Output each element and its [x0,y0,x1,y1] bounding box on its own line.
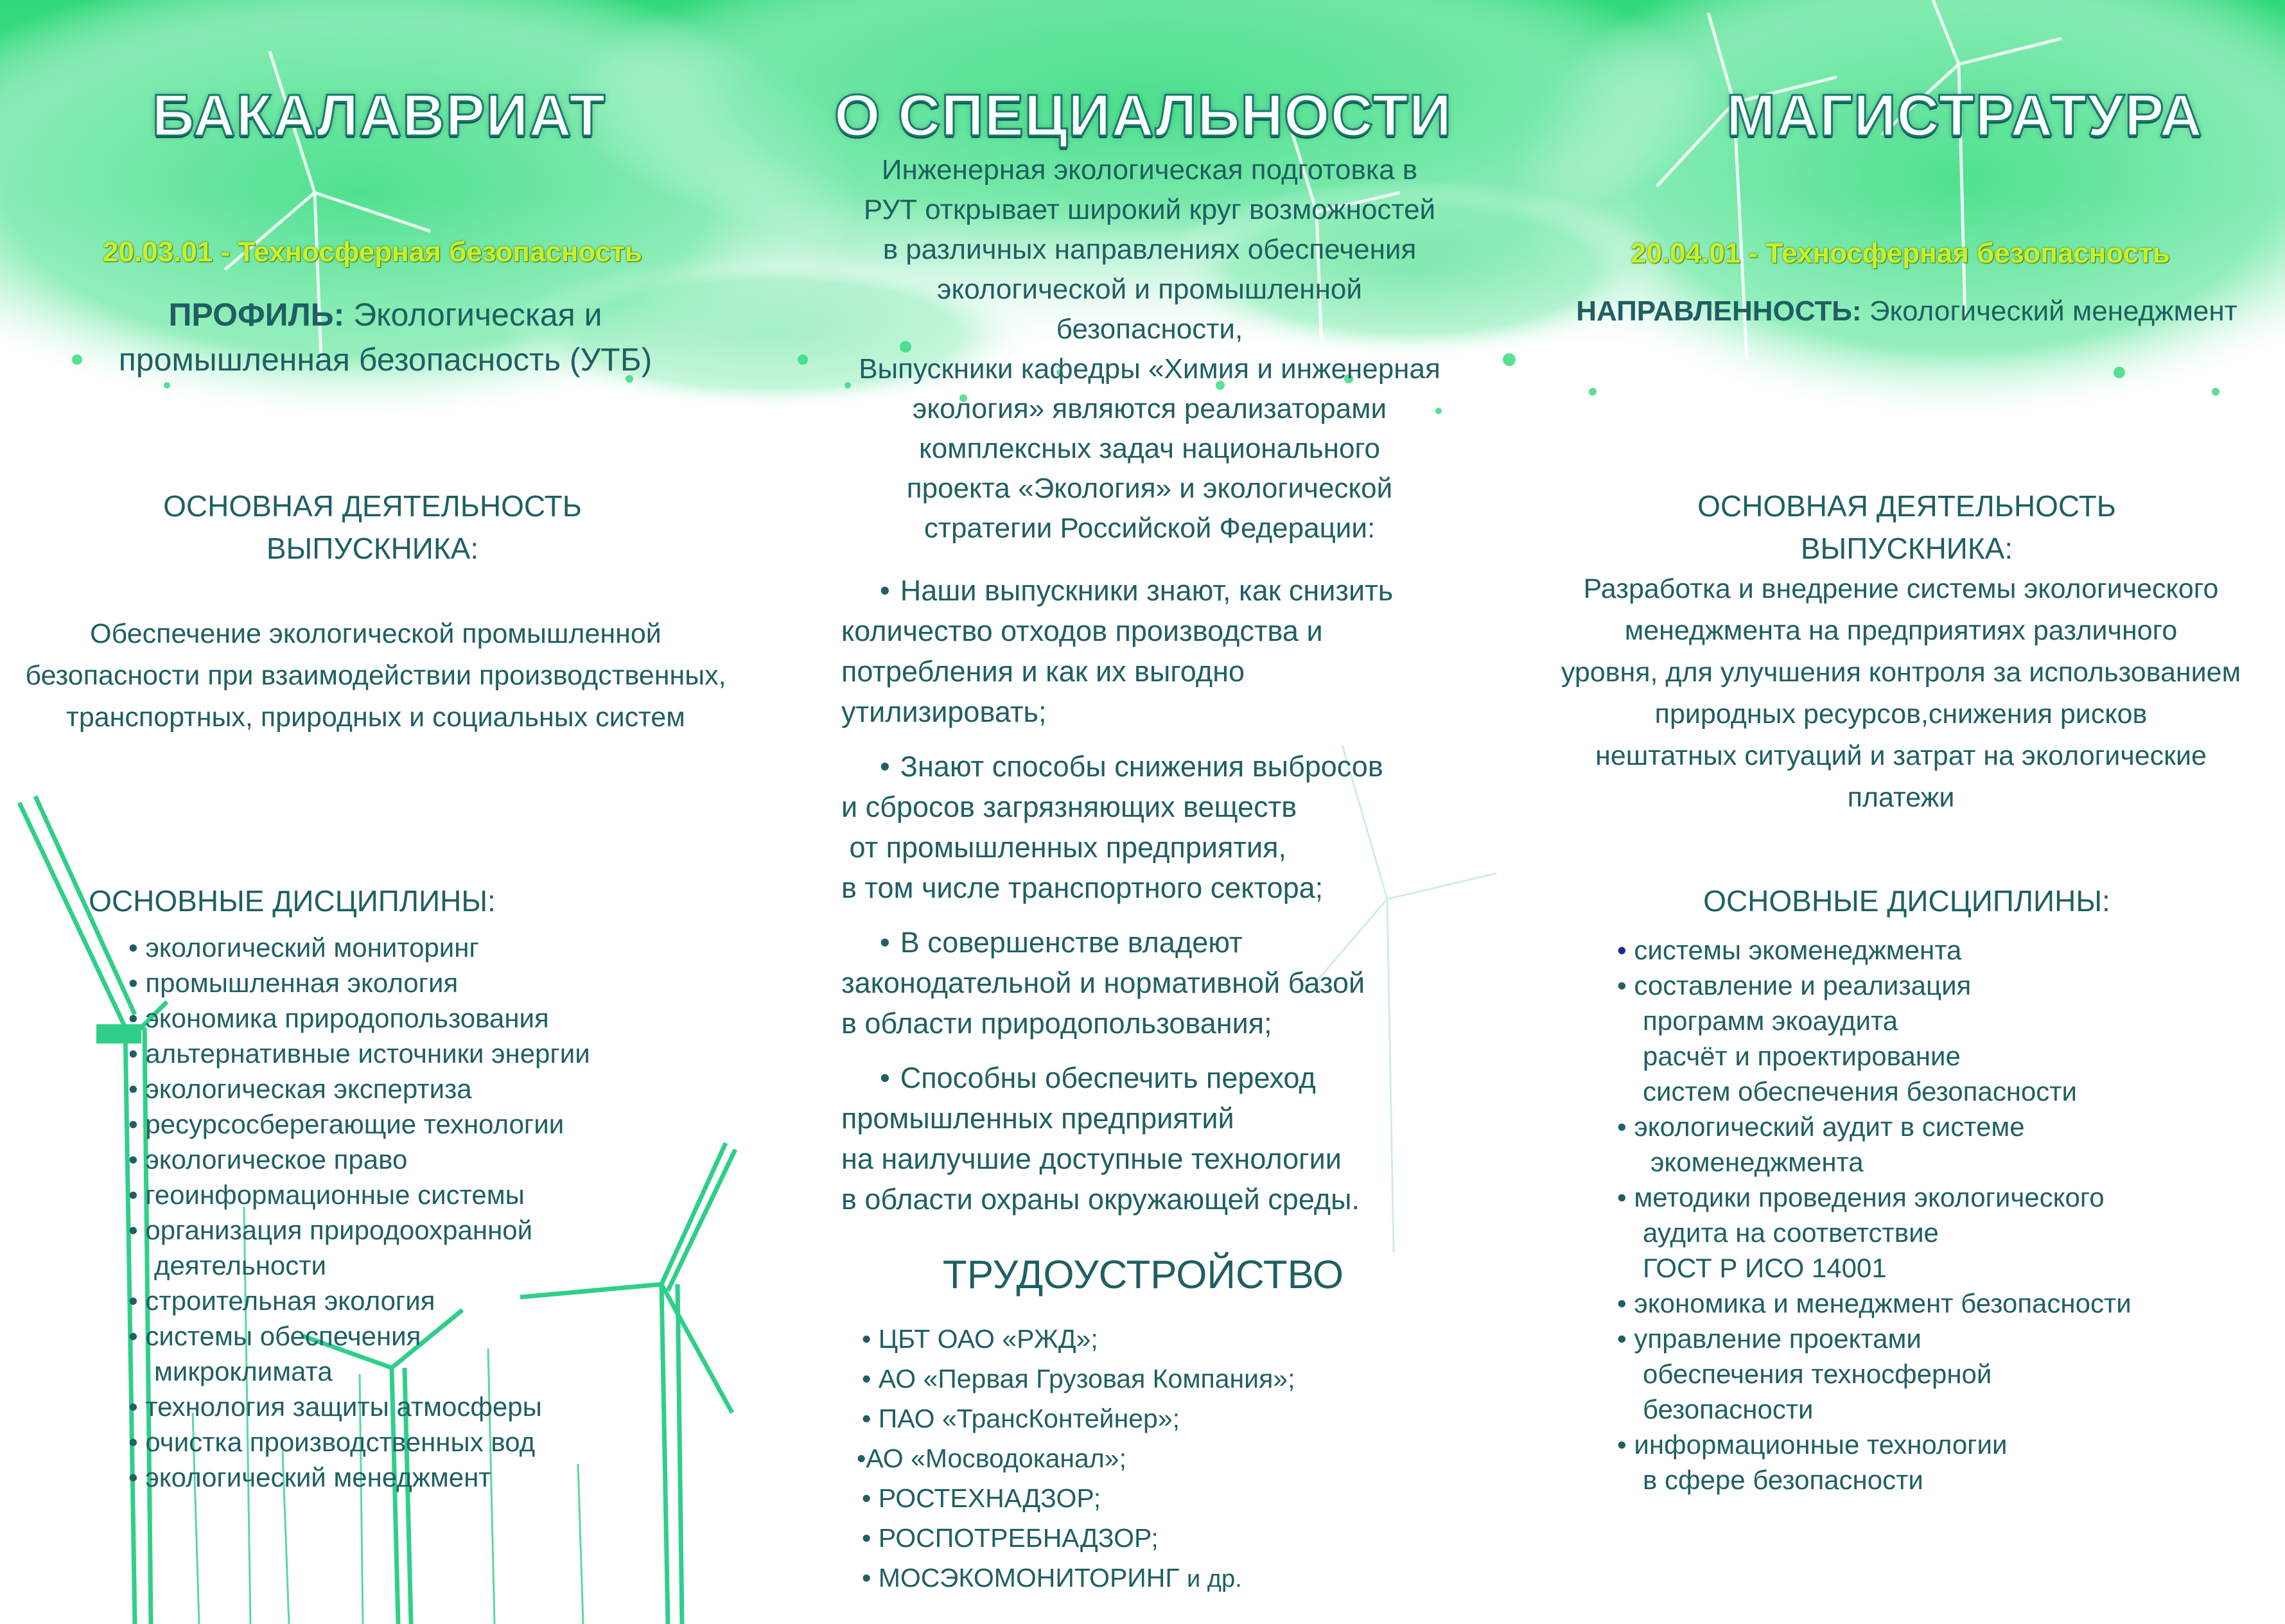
about-bullet: • Знают способы снижения выбросов и сбросов загрязняющих веществ от промышленных предприятия, в том числе транспортного сектора; [841,746,1509,908]
master-program-code: 20.04.01 - Техносферная безопасность [1631,238,2170,269]
list-item: • РОСПОТРЕБНАДЗОР; [862,1518,1295,1558]
intro-line: комплексных задач национального [918,433,1380,464]
direction-label: НАПРАВЛЕННОСТЬ: [1576,295,1862,327]
list-item: обеспечения техносферной [1643,1359,1992,1389]
intro-line: стратегии Российской Федерации: [924,512,1376,544]
list-item: микроклимата [154,1356,333,1386]
activity-line: природных ресурсов,снижения рисков [1654,699,2148,729]
activity-line: нештатных ситуаций и затрат на экологические [1595,740,2207,771]
about-intro [803,150,1496,548]
master-disciplines-list [1617,932,2132,1497]
activity-line: безопасности при взаимодействии производственных, [25,660,726,691]
activity-line: Обеспечение экологической промышленной [90,618,661,649]
list-item: деятельности [154,1250,326,1280]
list-item: • строительная экология [128,1286,435,1316]
activity-line: платежи [1847,782,1955,813]
list-item: • системы обеспечения [128,1321,421,1351]
list-item: систем обеспечения безопасности [1643,1076,2077,1106]
jobs-list [862,1319,1295,1599]
about-bullet: • В совершенстве владеют законодательной и нормативной базой в области природопользования; [841,922,1509,1043]
bachelor-activity-text [0,613,751,738]
activity-title-line-1: ОСНОВНАЯ ДЕЯТЕЛЬНОСТЬ [1697,489,2116,523]
list-item: • экономика и менеджмент безопасности [1617,1288,2132,1318]
intro-line: проекта «Экология» и экологической [906,473,1393,504]
intro-line: экология» являются реализаторами [912,393,1387,424]
bachelor-profile [64,292,706,382]
about-bullet: • Способны обеспечить переход промышленных предприятий на наилучшие доступные технологии в области охраны окружающей среды. [841,1058,1509,1219]
activity-title-line-2: ВЫПУСКНИКА: [266,532,479,565]
master-activity-text [1516,568,2285,819]
activity-title-line-1: ОСНОВНАЯ ДЕЯТЕЛЬНОСТЬ [163,489,582,523]
list-item: • ресурсосберегающие технологии [128,1109,565,1139]
master-heading: МАГИСТРАТУРА [1726,83,2203,148]
list-item: • информационные технологии [1617,1429,2008,1460]
bachelor-disciplines-list [128,930,590,1495]
activity-line: Разработка и внедрение системы экологического [1583,573,2219,604]
list-item: безопасности [1643,1394,1814,1424]
activity-line: уровня, для улучшения контроля за использованием [1561,657,2241,688]
list-item: программ экоаудита [1643,1006,1898,1036]
profile-label: ПРОФИЛЬ: [168,297,345,333]
jobs-title: ТРУДОУСТРОЙСТВО [942,1253,1344,1297]
master-disciplines-title: ОСНОВНЫЕ ДИСЦИПЛИНЫ: [1703,884,2110,918]
bachelor-disciplines-title: ОСНОВНЫЕ ДИСЦИПЛИНЫ: [89,884,496,918]
intro-line: РУТ открывает широкий круг возможностей [863,194,1436,225]
intro-line: Выпускники кафедры «Химия и инженерная [859,353,1440,385]
about-bullets [841,570,1509,1234]
list-item: • управление проектами [1617,1323,1922,1354]
list-item: • технология защиты атмосферы [128,1392,542,1422]
list-item: • системы экоменеджмента [1617,935,1962,965]
list-item: • альтернативные источники энергии [128,1038,590,1069]
list-item: расчёт и проектирование [1643,1041,1961,1071]
about-bullet: • Наши выпускники знают, как снизить количество отходов производства и потребления и как их выгодно утилизировать; [841,570,1509,732]
bachelor-program-code: 20.03.01 - Техносферная безопасность [103,236,642,268]
master-activity-title [1528,485,2285,570]
intro-line: Инженерная экологическая подготовка в [881,154,1418,186]
profile-text-1: Экологическая и [353,297,602,333]
list-item: • составление и реализация [1617,970,1972,1000]
list-item: • экологическое право [128,1144,408,1174]
list-item: • промышленная экология [128,968,459,998]
list-item: экоменеджмента [1650,1147,1864,1177]
direction-text: Экологический менеджмент [1869,295,2237,327]
list-item: • АО «Первая Грузовая Компания»; [862,1359,1295,1399]
list-item: • организация природоохранной [128,1215,533,1245]
intro-line: безопасности, [1056,313,1243,345]
list-item: • ПАО «ТрансКонтейнер»; [862,1399,1295,1438]
list-item: • экологический аудит в системе [1617,1112,2025,1142]
about-heading: О СПЕЦИАЛЬНОСТИ [834,83,1453,148]
list-item: • экологический менеджмент [128,1462,491,1492]
list-item: • экологическая экспертиза [128,1074,472,1104]
list-item: • ЦБТ ОАО «РЖД»; [862,1319,1295,1359]
profile-text-2: промышленная безопасность (УТБ) [118,342,652,378]
list-item: в сфере безопасности [1643,1465,1923,1495]
list-item: • геоинформационные системы [128,1180,525,1210]
intro-line: экологической и промышленной [937,274,1362,305]
list-item: • экономика природопользования [128,1003,549,1033]
bachelor-heading: БАКАЛАВРИАТ [152,83,606,148]
bachelor-activity-title [32,485,713,570]
master-direction [1528,289,2285,334]
intro-line: в различных направлениях обеспечения [882,234,1417,265]
list-item: • экологический мониторинг [128,932,479,963]
activity-line: менеджмента на предприятиях различного [1624,615,2178,646]
list-item: • АО «Мосводоканал»; [857,1438,1295,1478]
activity-title-line-2: ВЫПУСКНИКА: [1800,532,2013,565]
list-item: • методики проведения экологического [1617,1182,2105,1212]
list-item: • очистка производственных вод [128,1427,536,1457]
list-item: • РОСТЕХНАДЗОР; [862,1478,1295,1518]
list-item: • МОСЭКОМОНИТОРИНГ и др. [862,1558,1295,1599]
list-item: аудита на соответствие [1643,1218,1939,1248]
list-item: ГОСТ Р ИСО 14001 [1643,1253,1887,1283]
activity-line: транспортных, природных и социальных систем [66,702,685,733]
